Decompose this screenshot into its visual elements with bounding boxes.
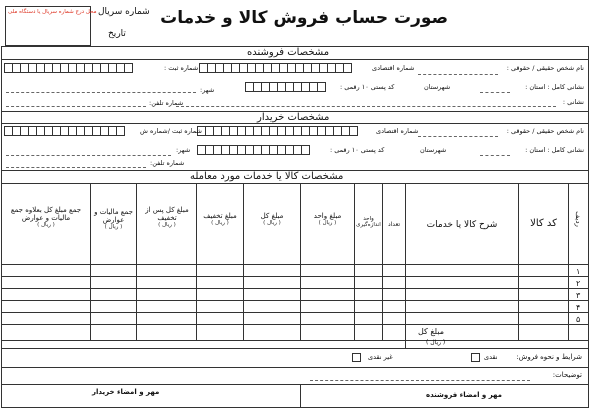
seller-signature-label: مهر و امضاء فروشنده: [426, 391, 503, 399]
divider: [518, 183, 519, 340]
buyer-name-label: نام شخص حقیقی / حقوقی :: [506, 127, 584, 135]
divider: [382, 183, 383, 340]
col-item-code: [519, 218, 568, 230]
serial-label: شماره سریال: [98, 7, 150, 17]
buyer-postal-label: کد پستی ۱۰ رقمی :: [330, 146, 385, 154]
col-label: جمع مبلغ کل بعلاوه جمع مالیات و عوارض: [10, 206, 82, 223]
divider: [1, 348, 589, 349]
noncash-checkbox[interactable]: [352, 353, 361, 362]
divider: [300, 384, 301, 408]
divider: [1, 324, 589, 325]
divider: [1, 367, 589, 368]
seller-postal-boxes[interactable]: [246, 82, 326, 92]
row-number: ۵: [576, 315, 581, 324]
col-after-discount: [138, 206, 196, 228]
col-measure-unit: [355, 216, 382, 229]
serial-stamp-note: محل درج شماره سریال یا دستگاه ملی: [8, 9, 97, 15]
divider: [300, 183, 301, 340]
col-unit: ( ریال ): [263, 220, 281, 227]
cash-checkbox[interactable]: [471, 353, 480, 362]
col-tax-total: [91, 208, 136, 230]
divider: [310, 380, 530, 381]
buyer-section-title: مشخصات خریدار: [257, 112, 330, 123]
divider: [6, 92, 196, 93]
divider: [1, 288, 589, 289]
divider: [418, 136, 498, 137]
divider: [1, 340, 589, 341]
seller-postal-label: کد پستی ۱۰ رقمی :: [340, 83, 395, 91]
col-label: مبلغ تخفیف: [203, 212, 237, 220]
divider: [6, 167, 146, 168]
divider: [480, 92, 510, 93]
col-description: [406, 220, 518, 230]
divider: [1, 59, 589, 60]
col-quantity: [383, 222, 405, 229]
col-unit: ( ریال ): [104, 224, 123, 231]
buyer-econ-boxes[interactable]: [198, 126, 358, 136]
col-label: مبلغ واحد: [313, 212, 342, 220]
divider: [196, 183, 197, 340]
divider: [354, 183, 355, 340]
notes-label: توضیحات:: [552, 371, 582, 379]
row-number: ۳: [576, 291, 581, 300]
seller-section-title: مشخصات فروشنده: [247, 47, 330, 58]
divider: [1, 276, 589, 277]
buyer-phone-label: شماره تلفن:: [150, 159, 185, 167]
col-label: مبلغ کل پس از تخفیف: [145, 206, 189, 223]
divider: [418, 74, 498, 75]
col-label: تعداد: [387, 221, 401, 228]
divider: [136, 183, 137, 340]
cash-label: نقدی: [484, 353, 498, 361]
divider: [6, 106, 146, 107]
col-unit: ( ریال ): [318, 220, 337, 227]
buyer-town-label: شهر:: [176, 146, 191, 154]
divider: [6, 155, 171, 156]
divider: [1, 264, 589, 265]
buyer-reg-label: شماره ثبت /شماره ش: [140, 127, 202, 135]
seller-econ-boxes[interactable]: [200, 63, 352, 73]
buyer-signature-label: مهر و امضاء خریدار: [92, 388, 160, 396]
divider: [1, 384, 589, 385]
col-discount: [197, 212, 243, 226]
divider: [480, 155, 510, 156]
row-number: ۲: [576, 279, 581, 288]
col-label: کد کالا: [530, 218, 557, 229]
col-total-price: [244, 212, 300, 226]
terms-label: شرایط و نحوه فروش:: [516, 353, 582, 361]
seller-reg-boxes[interactable]: [5, 63, 133, 73]
col-row-number: [569, 211, 587, 227]
row-number: ۱: [576, 267, 581, 276]
total-unit: ( ریال ): [426, 339, 446, 346]
divider: [405, 324, 406, 348]
seller-name-label: نام شخص حقیقی / حقوقی :: [506, 64, 584, 72]
divider: [568, 183, 569, 340]
row-number: ۴: [576, 303, 581, 312]
col-label: جمع مالیات و عوارض: [94, 208, 133, 225]
seller-phone-label: شماره تلفن:: [149, 99, 184, 107]
date-label: تاریخ: [108, 29, 126, 39]
seller-address-label: نشانی کامل : استان :: [525, 83, 584, 91]
seller-addr2-label: نشانی :: [562, 98, 584, 106]
col-grand-total: [3, 206, 89, 228]
buyer-postal-boxes[interactable]: [198, 145, 310, 155]
col-unit-price: [301, 212, 354, 226]
seller-reg-label: شماره ثبت :: [164, 64, 199, 72]
divider: [1, 300, 589, 301]
seller-econ-label: شماره اقتصادی: [372, 64, 415, 72]
col-label: مبلغ کل: [260, 212, 284, 220]
divider: [405, 183, 406, 340]
divider: [1, 123, 589, 124]
col-unit: ( ریال ): [158, 222, 176, 229]
buyer-address-label: نشانی کامل : استان :: [525, 146, 584, 154]
noncash-label: غیر نقدی: [368, 353, 393, 361]
divider: [90, 183, 91, 340]
seller-city-label: شهرستان: [424, 83, 451, 91]
divider: [243, 183, 244, 340]
col-label: واحد اندازه‌گیری: [356, 216, 381, 229]
divider: [176, 106, 556, 107]
goods-section-title: مشخصات کالا یا خدمات مورد معامله: [190, 171, 344, 182]
buyer-city-label: شهرستان: [420, 146, 447, 154]
col-unit: ( ریال ): [211, 220, 229, 227]
buyer-reg-boxes[interactable]: [5, 126, 125, 136]
col-label: شرح کالا یا خدمات: [426, 220, 498, 230]
col-label: ردیف: [574, 211, 583, 227]
buyer-econ-label: شماره اقتصادی: [376, 127, 419, 135]
divider: [1, 312, 589, 313]
total-label: مبلغ کل: [418, 327, 445, 336]
form-title: صورت حساب فروش کالا و خدمات: [160, 8, 448, 28]
seller-town-label: شهر:: [200, 86, 215, 94]
col-unit: ( ریال ): [37, 222, 55, 229]
